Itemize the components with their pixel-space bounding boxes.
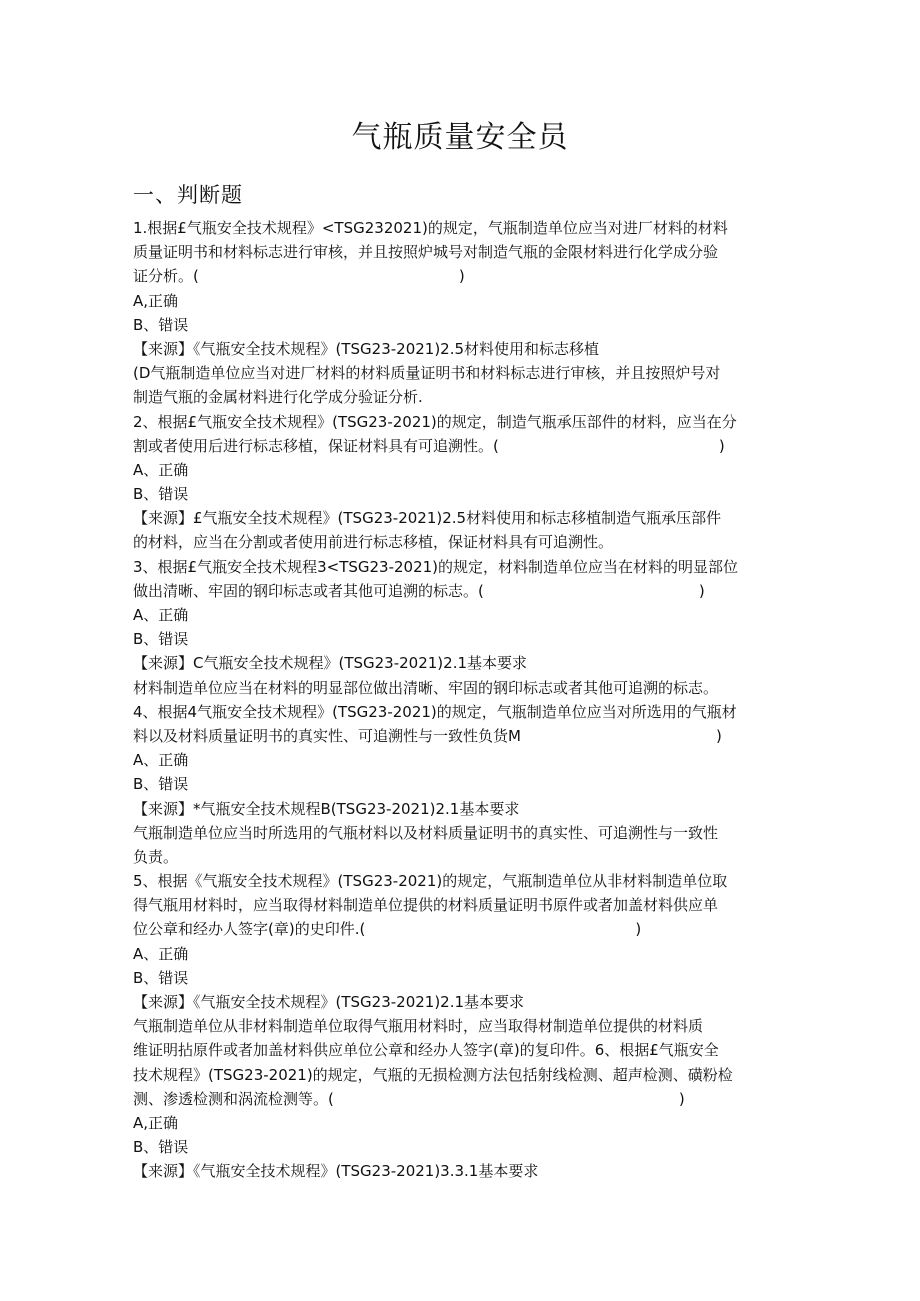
closing-paren: ) xyxy=(718,436,725,455)
question-body xyxy=(133,216,793,1184)
text-line: 得气瓶用材料时，应当取得材料制造单位提供的材料质量证明书原件或者加盖材料供应单 xyxy=(133,896,719,915)
text-line: 测、渗透检测和涡流检测等。( ) xyxy=(133,1089,685,1108)
source-line: 【来源】《气瓶安全技术规程》(TSG23-2021)2.5材料使用和标志移植 xyxy=(133,339,600,358)
text-line: 技术规程》(TSG23-2021)的规定，气瓶的无损检测方法包括射线检测、超声检测、磺粉检 xyxy=(133,1065,733,1084)
text-line: 维证明拈原件或者加盖材料供应单位公章和经办人签字(章)的复印件。6、根据£气瓶安全 xyxy=(133,1041,719,1060)
option-a: A、正确 xyxy=(133,944,189,963)
option-b: B、错误 xyxy=(133,485,189,504)
text-line: (D气瓶制造单位应当对进厂材料的材料质量证明书和材料标志进行审核，并且按照炉号对 xyxy=(133,364,721,383)
source-line: 【来源】£气瓶安全技术规程》(TSG23-2021)2.5材料使用和标志移植制造气瓶承压部件 xyxy=(133,509,722,528)
closing-paren: ) xyxy=(458,267,465,286)
text-line: 材料制造单位应当在材料的明显部位做出清晰、牢固的钢印标志或者其他可追溯的标志。 xyxy=(133,678,719,697)
text-line: 位公章和经办人签字(章)的史印件.( ) xyxy=(133,920,642,939)
closing-paren: ) xyxy=(698,581,705,600)
text-line: 3、根据£气瓶安全技术规程3<TSG23-2021)的规定，材料制造单位应当在材料的明显部位 xyxy=(133,557,739,576)
text-line: 1.根据£气瓶安全技术规程》<TSG232021)的规定，气瓶制造单位应当对进厂材料的材料 xyxy=(133,219,728,237)
option-a: A、正确 xyxy=(133,606,189,624)
text-line: 负责。 xyxy=(133,847,179,866)
option-b: B、错误 xyxy=(133,775,189,794)
source-line: 【来源】C气瓶安全技术规程》(TSG23-2021)2.1基本要求 xyxy=(133,654,528,673)
closing-paren: ) xyxy=(715,726,722,745)
option-a: A、正确 xyxy=(133,460,189,479)
option-a: A、正确 xyxy=(133,751,189,770)
text-line: 2、根据£气瓶安全技术规程》(TSG23-2021)的规定，制造气瓶承压部件的材料，应当在分 xyxy=(133,412,737,431)
text-line: 4、根据4气瓶安全技术规程》(TSG23-2021)的规定，气瓶制造单位应当对所选用的气瓶材 xyxy=(133,702,737,721)
text-line: 质量证明书和材料标志进行审核，并且按照炉城号对制造气瓶的金限材料进行化学成分验 xyxy=(133,243,719,262)
section-heading: 一、判断题 xyxy=(133,183,243,207)
option-b: B、错误 xyxy=(133,315,189,334)
option-b: B、错误 xyxy=(133,630,189,649)
option-a: A,正确 xyxy=(133,1113,179,1132)
text-line: 做出清晰、牢固的钢印标志或者其他可追溯的标志。( ) xyxy=(133,581,705,600)
option-b: B、错误 xyxy=(133,1138,189,1157)
document-title: 气瓶质量安全员 xyxy=(351,120,569,155)
source-line: 【来源】《气瓶安全技术规程》(TSG23-2021)2.1基本要求 xyxy=(133,993,525,1011)
option-a: A,正确 xyxy=(133,291,179,310)
text-line: 气瓶制造单位从非材料制造单位取得气瓶用材料时，应当取得材制造单位提供的材料质 xyxy=(133,1017,704,1036)
text-line: 证分析。( ) xyxy=(133,267,465,286)
closing-paren: ) xyxy=(678,1089,685,1108)
text-line: 气瓶制造单位应当时所选用的气瓶材料以及材料质量证明书的真实性、可追溯性与一致性 xyxy=(133,823,719,842)
closing-paren: ) xyxy=(635,920,642,939)
text-line: 料以及材料质量证明书的真实性、可追溯性与一致性负货M ) xyxy=(133,726,722,745)
option-b: B、错误 xyxy=(133,968,189,987)
text-line: 制造气瓶的金属材料进行化学成分验证分析. xyxy=(133,388,423,407)
source-line: 【来源】*气瓶安全技术规程B(TSG23-2021)2.1基本要求 xyxy=(133,799,520,818)
text-line: 割或者使用后进行标志移植，保证材料具有可追溯性。( ) xyxy=(133,436,725,455)
source-line: 【来源】《气瓶安全技术规程》(TSG23-2021)3.3.1基本要求 xyxy=(133,1162,539,1181)
text-line: 的材料，应当在分割或者使用前进行标志移植，保证材料具有可追溯性。 xyxy=(133,533,614,552)
text-line: 5、根据《气瓶安全技术规程》(TSG23-2021)的规定，气瓶制造单位从非材料制造单位取 xyxy=(133,872,728,891)
